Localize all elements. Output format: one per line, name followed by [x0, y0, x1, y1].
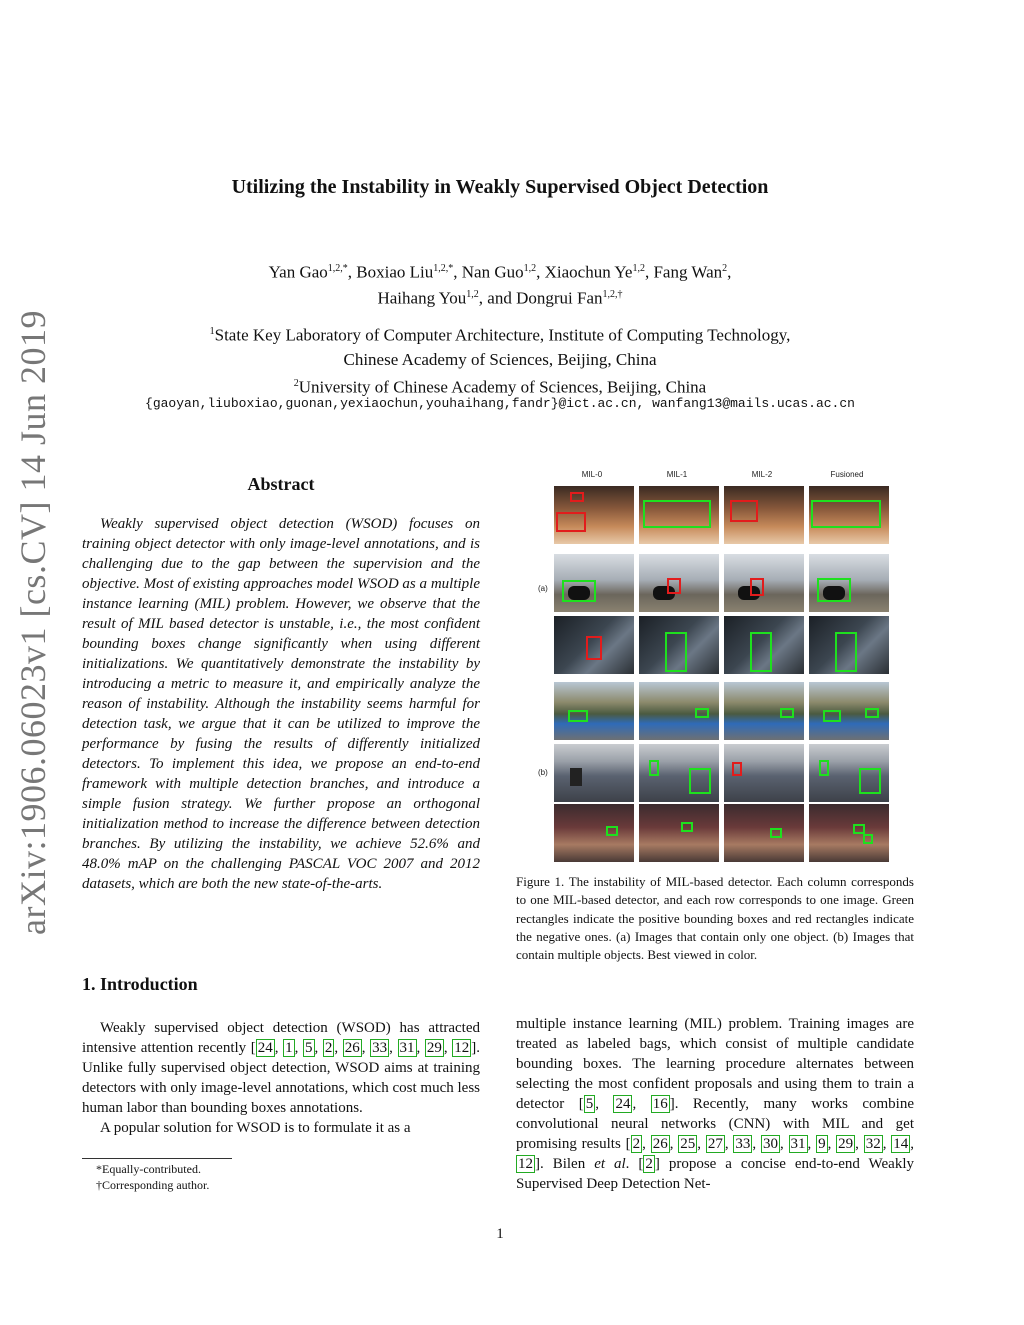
citation-link[interactable]: 26: [344, 1040, 360, 1056]
negative-box: [556, 512, 586, 532]
citation-link[interactable]: 14: [893, 1136, 909, 1152]
introduction-body: [82, 1018, 480, 1138]
citation-link[interactable]: 26: [652, 1136, 668, 1152]
figure-image-r4-c1: [554, 682, 634, 740]
footnotes: [96, 1161, 209, 1193]
positive-box: [811, 500, 881, 528]
positive-box: [606, 826, 618, 836]
figure-image-r6-c3: [724, 804, 804, 862]
citation-link[interactable]: 5: [585, 1096, 594, 1112]
figure-image-r4-c2: [639, 682, 719, 740]
figure-image-r4-c4: [809, 682, 889, 740]
citation-link[interactable]: 1: [285, 1040, 293, 1056]
figure-image-r5-c3: [724, 744, 804, 802]
citation-link[interactable]: 12: [518, 1156, 533, 1172]
authors-line-1: Yan Gao$^{1,2,*}$, Boxiao Liu$^{1,2,*}$, Nan Guo$^{1,2}$, Xiaochun Ye$^{1,2}$, Fang Wan$^2$,: [268, 262, 732, 282]
col-header-fusioned: Fusioned: [830, 470, 864, 479]
figure-image-r3-c2: [639, 616, 719, 674]
right-column-body: multiple instance learning (MIL) problem. Training images are treated as labeled bags, which consist of multiple candidate bounding boxes. The learning procedure alternates between selecting the most confident proposals and using them to train a detector [ 5 , 24 , 16 ]. Recently, many works combine convolutional neural networks (CNN) with MIL and get promising results [ 2 , 26 , 25 , 27 , 33 , 30 , 31 , 9 , 29 , 32 , 14 , 12 ]. Bilen et al. [ 2 ] propose a concise end-to-end Weakly Supervised Deep Detection Net-: [516, 1016, 915, 1192]
authors-line-2: Haihang You$^{1,2}$, and Dongrui Fan$^{1,2,\dagger}$: [377, 288, 623, 308]
positive-box: [780, 708, 794, 718]
positive-box: [695, 708, 709, 718]
positive-box: [859, 768, 881, 794]
citation-link[interactable]: 33: [735, 1136, 751, 1152]
figure-1-caption: Figure 1. The instability of MIL-based detector. Each column corresponds to one MIL-based detector, and each row corresponds to one image. Green rectangles indicate the positive bounding boxes and red rectangles indicate the negative ones. (a) Images that contain only one object. (b) Images that contain multiple objects. Best viewed in color.: [516, 874, 914, 963]
figure-image-r1-c4: [809, 486, 889, 544]
positive-box: [643, 500, 711, 528]
citation-link[interactable]: 24: [615, 1096, 631, 1112]
figure-image-r2-c3: [724, 554, 804, 612]
citation-link[interactable]: 5: [305, 1040, 313, 1056]
col-header-mil-2: MIL-2: [751, 470, 773, 479]
figure-image-r6-c2: [639, 804, 719, 862]
negative-box: [586, 636, 602, 660]
figure-image-r3-c4: [809, 616, 889, 674]
negative-box: [750, 578, 764, 596]
affiliation-1-line-1: $^1$State Key Laboratory of Computer Architecture, Institute of Computing Technology,: [209, 325, 791, 345]
positive-box: [817, 578, 851, 602]
row-label-a: (a): [538, 584, 548, 593]
citation-link[interactable]: 29: [426, 1040, 442, 1056]
positive-box: [568, 710, 588, 722]
paper-title: Utilizing the Instability in Weakly Supervised Object Detection: [231, 176, 769, 198]
figure-image-r2-c1: [554, 554, 634, 612]
citation-link[interactable]: 2: [632, 1136, 641, 1152]
email-addresses: {gaoyan,liuboxiao,guonan,yexiaochun,youhaihang,fandr}@ict.ac.cn, wanfang13@mails.ucas.ac.cn: [145, 396, 855, 411]
positive-box: [865, 708, 879, 718]
positive-box: [750, 632, 772, 672]
citation-link[interactable]: 25: [680, 1136, 696, 1152]
positive-box: [835, 632, 857, 672]
citation-link[interactable]: 2: [645, 1156, 653, 1172]
citation-link[interactable]: 32: [865, 1136, 881, 1152]
figure-image-r5-c2: [639, 744, 719, 802]
figure-image-r4-c3: [724, 682, 804, 740]
intro-paragraph-2: A popular solution for WSOD is to formulate it as a: [100, 1120, 411, 1136]
positive-box: [562, 580, 596, 602]
citation-link[interactable]: 12: [454, 1040, 470, 1056]
citation-link[interactable]: 30: [762, 1136, 778, 1152]
negative-box: [570, 492, 584, 502]
figure-image-r6-c1: [554, 804, 634, 862]
figure-image-r1-c3: [724, 486, 804, 544]
citation-link[interactable]: 16: [652, 1096, 668, 1112]
negative-box: [732, 762, 742, 776]
col-header-mil-1: MIL-1: [666, 470, 688, 479]
citation-link[interactable]: 33: [372, 1040, 388, 1056]
figure-image-r5-c1: [554, 744, 634, 802]
figure-image-r3-c3: [724, 616, 804, 674]
citation-link[interactable]: 31: [399, 1040, 415, 1056]
citation-link[interactable]: 29: [838, 1136, 854, 1152]
figure-image-r6-c4: [809, 804, 889, 862]
citation-link[interactable]: 2: [324, 1040, 333, 1056]
abstract-heading: Abstract: [247, 474, 315, 494]
footnote-equal-contribution: *Equally-contributed.: [96, 1162, 201, 1176]
negative-box: [730, 500, 758, 522]
figure-image-r1-c2: [639, 486, 719, 544]
positive-box: [681, 822, 693, 832]
row-label-b: (b): [538, 768, 548, 777]
positive-box: [665, 632, 687, 672]
positive-box: [823, 710, 841, 722]
arxiv-stamp: arXiv:1906.06023v1 [cs.CV] 14 Jun 2019: [13, 310, 53, 935]
introduction-heading: 1. Introduction: [82, 974, 198, 994]
figure-1: [540, 470, 920, 866]
positive-box: [689, 768, 711, 794]
figure-image-r1-c1: [554, 486, 634, 544]
citation-link[interactable]: 27: [707, 1136, 723, 1152]
col-header-mil-0: MIL-0: [581, 470, 603, 479]
footnote-corresponding: †Corresponding author.: [96, 1178, 210, 1192]
citation-link[interactable]: 9: [818, 1136, 826, 1152]
positive-box: [770, 828, 782, 838]
figure-image-r2-c4: [809, 554, 889, 612]
positive-box: [853, 824, 865, 834]
positive-box: [649, 760, 659, 776]
figure-image-r3-c1: [554, 616, 634, 674]
citation-link[interactable]: 24: [257, 1040, 273, 1056]
figure-image-r2-c2: [639, 554, 719, 612]
positive-box: [863, 834, 873, 844]
intro-paragraph-1: Weakly supervised object detection (WSOD) has attracted intensive attention recently [ 24 , 1 , 5 , 2 , 26 , 33 , 31 , 29 , 12 ]. Unlike fully supervised object detection, WSOD aims at training detectors with only image-level annotations, which cost much less human labor than bounding boxes annotations.: [82, 1020, 481, 1116]
affiliation-2: $^2$University of Chinese Academy of Sciences, Beijing, China: [293, 377, 707, 397]
citation-link[interactable]: 31: [790, 1136, 806, 1152]
affiliations: [0, 320, 1000, 399]
footnote-rule: [82, 1158, 232, 1159]
negative-box: [667, 578, 681, 594]
author-list: [0, 258, 1000, 309]
figure-image-r5-c4: [809, 744, 889, 802]
affiliation-1-line-2: Chinese Academy of Sciences, Beijing, China: [343, 349, 657, 369]
page-number: 1: [496, 1226, 504, 1242]
positive-box: [819, 760, 829, 776]
abstract-text: Weakly supervised object detection (WSOD) focuses on training object detector with only image-level annotations, and is challenging due to the gap between the supervision and the objective. Most of existing approaches model WSOD as a multiple instance learning (MIL) problem. However, we observe that the result of MIL based detector is unstable, i.e., the most confident bounding boxes change significantly when using different initializations. We quantitatively demonstrate the instability by introducing a metric to measure it, and empirically analyze the reason of instability. Although the instability seems harmful for detection task, we argue that it can be utilized to improve the performance by fusing the results of differently initialized detectors. To implement this idea, we propose an end-to-end framework with multiple detection branches, and introduce a simple fusion strategy. We further propose an orthogonal initialization method to increase the difference between detection branches. By utilizing the instability, we achieve 52.6% and 48.0% mAP on the challenging PASCAL VOC 2007 and 2012 datasets, which are both the new state-of-the-arts.: [82, 516, 480, 892]
bike-silhouette: [570, 768, 582, 786]
